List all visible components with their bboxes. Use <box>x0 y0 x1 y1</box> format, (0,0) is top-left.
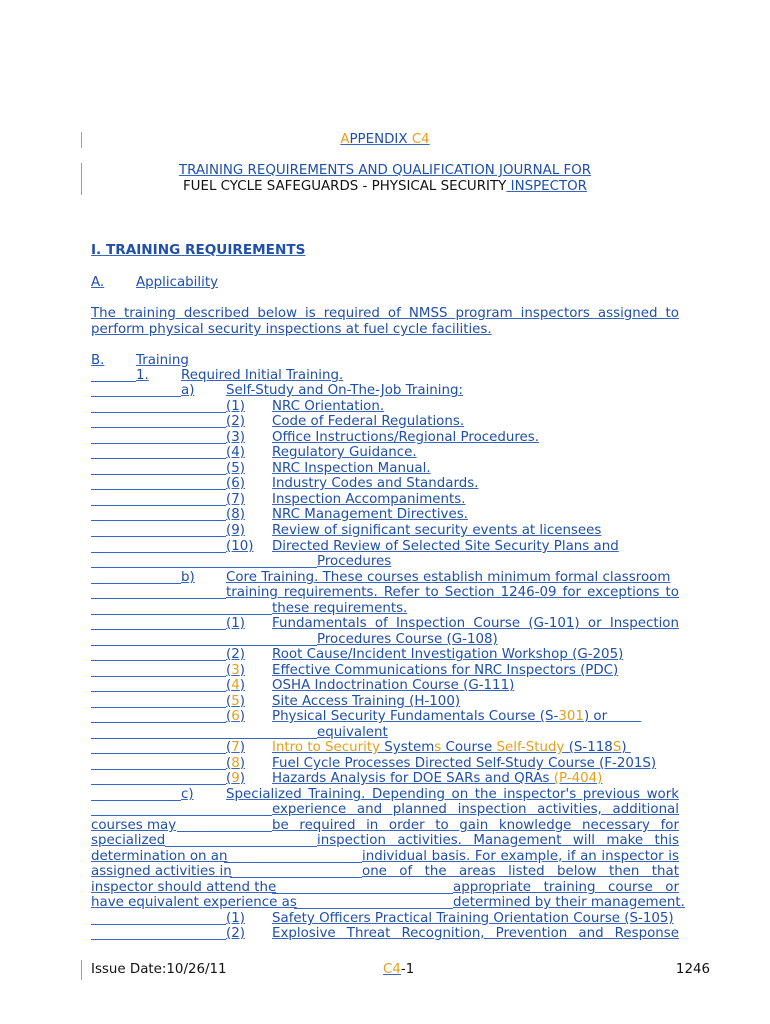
indent-rule <box>91 740 226 754</box>
specialized-text: Specialized Training. Depending on the inspector's previous work <box>226 787 679 802</box>
selfstudy-item: NRC Inspection Manual. <box>272 461 431 476</box>
specialized-text: have equivalent experience as <box>91 895 297 910</box>
specialized-text: inspection activities. Management will make this <box>317 833 679 848</box>
core-course-item: Fuel Cycle Processes Directed Self-Study Course (F-201S) <box>272 756 657 771</box>
selfstudy-item: Directed Review of Selected Site Security Plans and <box>272 539 619 554</box>
specialized-course-item: Safety Officers Practical Training Orientation Course (S-105) <box>272 911 674 926</box>
indent-rule <box>91 368 136 382</box>
specialized-text: assigned activities in <box>91 864 232 879</box>
specialized-text: experience and planned inspection activities, additional <box>272 802 679 817</box>
specialized-text: be required in order to gain knowledge necessary for <box>272 818 679 833</box>
specialized-text: courses may <box>91 818 177 833</box>
indent-rule <box>91 632 317 646</box>
core-course-item: Site Access Training (H-100) <box>272 694 461 709</box>
indent-rule <box>91 616 226 630</box>
indent-rule <box>272 880 453 894</box>
indent-rule <box>230 864 362 878</box>
indent-rule <box>91 461 226 475</box>
indent-rule <box>294 895 453 909</box>
indent-rule <box>91 787 181 801</box>
document-title-line2: FUEL CYCLE SAFEGUARDS - PHYSICAL SECURITY INSPECTOR <box>182 179 587 194</box>
selfstudy-item-continuation: Procedures <box>317 554 392 569</box>
indent-rule <box>91 771 226 785</box>
issue-date: Issue Date:10/26/11 <box>91 962 227 977</box>
core-course-number: (5) <box>226 694 245 709</box>
core-course-item: Physical Security Fundamentals Course (S-301) or <box>272 709 608 724</box>
core-course-continuation: equivalent <box>317 725 388 740</box>
indent-rule <box>91 383 181 397</box>
indent-rule <box>91 492 226 506</box>
selfstudy-number: (5) <box>226 461 245 476</box>
specialized-text: determination on an <box>91 849 228 864</box>
specialized-text: one of the areas listed below then that <box>362 864 679 879</box>
core-course-number: (3) <box>226 663 245 678</box>
item-c-sub-number: c) <box>181 787 194 802</box>
document-title-line1: TRAINING REQUIREMENTS AND QUALIFICATION JOURNAL FOR <box>178 163 592 178</box>
core-course-number: (4) <box>226 678 245 693</box>
core-course-item: OSHA Indoctrination Course (G-111) <box>272 678 515 693</box>
core-course-item: Hazards Analysis for DOE SARs and QRAs (P-404) <box>272 771 603 786</box>
item-a-title: Applicability <box>136 275 219 290</box>
indent-rule <box>91 554 317 568</box>
specialized-text: determined by their management. <box>453 895 685 910</box>
selfstudy-number: (1) <box>226 399 245 414</box>
indent-rule <box>91 926 226 940</box>
indent-rule <box>91 663 226 677</box>
indent-rule <box>91 445 226 459</box>
item-a-sub-title: Self-Study and On-The-Job Training: <box>226 383 463 398</box>
item-b-sub-number: b) <box>181 570 195 585</box>
selfstudy-number: (7) <box>226 492 245 507</box>
indent-rule <box>91 539 226 553</box>
core-course-number: (2) <box>226 647 245 662</box>
selfstudy-item: Inspection Accompaniments. <box>272 492 466 507</box>
manual-chapter-number: 1246 <box>675 962 710 977</box>
indent-rule <box>91 725 317 739</box>
indent-rule <box>91 756 226 770</box>
page-label: C4-1 <box>383 962 415 977</box>
indent-rule <box>91 709 226 723</box>
selfstudy-number: (2) <box>226 414 245 429</box>
core-training-text-line2: training requirements. Refer to Section 1246-09 for exceptions to <box>226 585 679 600</box>
selfstudy-item: Code of Federal Regulations. <box>272 414 465 429</box>
item-b-title: Training <box>136 353 189 368</box>
core-course-item: Intro to Security Systems Course Self-Study (S-118S) <box>272 740 627 755</box>
selfstudy-number: (6) <box>226 476 245 491</box>
indent-rule <box>91 523 226 537</box>
indent-rule <box>91 601 272 615</box>
specialized-text: specialized <box>91 833 166 848</box>
appendix-title: APPENDIX C4 <box>340 132 430 147</box>
indent-rule <box>91 647 226 661</box>
core-course-continuation: Procedures Course (G-108) <box>317 632 498 647</box>
specialized-course-number: (1) <box>226 911 245 926</box>
item-a-number: A. <box>91 275 105 290</box>
core-course-item: Fundamentals of Inspection Course (G-101) or Inspection <box>272 616 679 631</box>
core-course-number: (1) <box>226 616 245 631</box>
core-course-item: Effective Communications for NRC Inspectors (PDC) <box>272 663 619 678</box>
applicability-text-line2: perform physical security inspections at fuel cycle facilities. <box>91 322 492 337</box>
specialized-text: individual basis. For example, if an inspector is <box>362 849 679 864</box>
selfstudy-number: (8) <box>226 507 245 522</box>
indent-rule <box>177 818 272 832</box>
specialized-text: appropriate training course or <box>453 880 679 895</box>
indent-rule <box>91 507 226 521</box>
item-1-title: Required Initial Training. <box>181 368 344 383</box>
item-1-number: 1. <box>136 368 149 383</box>
selfstudy-item: NRC Management Directives. <box>272 507 468 522</box>
core-course-number: (8) <box>226 756 245 771</box>
selfstudy-item: Review of significant security events at licensees <box>272 523 602 538</box>
section-heading: I. TRAINING REQUIREMENTS <box>91 242 306 258</box>
core-course-number: (9) <box>226 771 245 786</box>
indent-rule <box>91 399 226 413</box>
specialized-course-item: Explosive Threat Recognition, Prevention and Response <box>272 926 679 941</box>
specialized-text: inspector should attend the <box>91 880 277 895</box>
selfstudy-item: NRC Orientation. <box>272 399 385 414</box>
item-b-number: B. <box>91 353 105 368</box>
applicability-text-line1: The training described below is required of NMSS program inspectors assigned to <box>91 306 679 321</box>
indent-rule <box>91 678 226 692</box>
indent-rule <box>165 833 317 847</box>
change-bar <box>81 960 82 980</box>
indent-rule <box>224 849 362 863</box>
indent-rule <box>91 802 272 816</box>
indent-rule <box>91 570 181 584</box>
item-a-sub-number: a) <box>181 383 195 398</box>
core-course-item: Root Cause/Incident Investigation Workshop (G-205) <box>272 647 624 662</box>
selfstudy-number: (9) <box>226 523 245 538</box>
selfstudy-item: Regulatory Guidance. <box>272 445 417 460</box>
indent-rule <box>91 476 226 490</box>
core-course-number: (6) <box>226 709 245 724</box>
selfstudy-number: (10) <box>226 539 254 554</box>
selfstudy-item: Industry Codes and Standards. <box>272 476 479 491</box>
selfstudy-item: Office Instructions/Regional Procedures. <box>272 430 540 445</box>
indent-rule <box>91 694 226 708</box>
selfstudy-number: (3) <box>226 430 245 445</box>
core-training-text-line1: Core Training. These courses establish minimum formal classroom <box>226 570 671 585</box>
core-course-number: (7) <box>226 740 245 755</box>
indent-rule <box>91 911 226 925</box>
selfstudy-number: (4) <box>226 445 245 460</box>
specialized-course-number: (2) <box>226 926 245 941</box>
indent-rule <box>91 414 226 428</box>
indent-rule <box>91 430 226 444</box>
core-training-text-line3: these requirements. <box>272 601 408 616</box>
indent-rule <box>91 585 226 599</box>
